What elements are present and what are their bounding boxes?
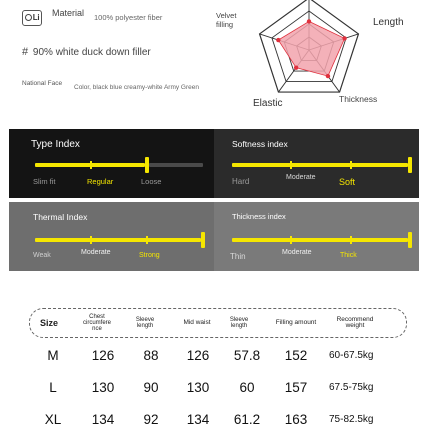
table-row <box>0 412 430 430</box>
slider-knob[interactable] <box>145 157 149 173</box>
slider-track-rest <box>149 163 203 167</box>
material-label: Material <box>52 8 85 18</box>
cell-weight: 75-82.5kg <box>329 414 374 425</box>
header-chest-circumference: Chest circumference <box>83 314 112 332</box>
cell-size: L <box>49 380 57 395</box>
radar-chart <box>212 0 430 128</box>
header-size: Size <box>39 318 58 328</box>
cell-chest: 134 <box>91 412 115 427</box>
cell-sleeve-2: 60 <box>239 380 255 395</box>
table-row <box>0 380 430 400</box>
cell-sleeve: 88 <box>143 348 159 363</box>
radar-point <box>294 65 298 69</box>
type-option-slim-fit: Slim fit <box>33 177 56 186</box>
header-recommend-weight: Recommend weight <box>336 316 374 329</box>
slider-tick <box>146 236 148 244</box>
size-table-header <box>29 308 407 338</box>
cell-mid-waist: 126 <box>186 348 210 363</box>
size-table <box>0 300 430 430</box>
slider-fill <box>232 163 408 167</box>
cell-sleeve: 90 <box>143 380 159 395</box>
cell-chest: 130 <box>91 380 115 395</box>
thermal-option-strong: Strong <box>139 252 160 259</box>
cell-sleeve-2: 57.8 <box>233 348 261 363</box>
cell-sleeve-2: 61.2 <box>233 412 261 427</box>
radar-label-thickness: Thickness <box>339 94 378 104</box>
radar-label-length: Length <box>373 17 404 28</box>
radar-label-elastic: Elastic <box>253 98 283 109</box>
cell-chest: 126 <box>91 348 115 363</box>
slider-tick <box>290 161 292 169</box>
slider-knob[interactable] <box>201 232 205 248</box>
slider-fill <box>232 238 408 242</box>
header-filling-amount: Filling amount <box>275 319 317 326</box>
product-info-section <box>0 0 430 128</box>
softness-index-slider[interactable] <box>232 157 410 173</box>
radar-label-velvet-filling: Velvet filling <box>216 11 237 29</box>
thermal-index-panel <box>9 202 214 271</box>
thickness-index-panel <box>214 202 419 271</box>
type-option-regular: Regular <box>87 177 114 186</box>
cell-filling: 152 <box>284 348 308 363</box>
filler-text: 90% white duck down filler <box>32 47 151 58</box>
thermal-index-slider[interactable] <box>35 232 203 248</box>
cell-sleeve: 92 <box>143 412 159 427</box>
softness-index-panel <box>214 129 419 198</box>
type-index-panel <box>9 129 214 198</box>
slider-tick <box>90 161 92 169</box>
slider-fill <box>35 238 201 242</box>
cell-filling: 157 <box>284 380 308 395</box>
cell-weight: 67.5-75kg <box>329 382 374 393</box>
hash-icon: # <box>22 46 29 58</box>
thermal-option-moderate: Moderate <box>81 249 111 256</box>
thickness-option-moderate: Moderate <box>282 249 312 256</box>
cell-mid-waist: 130 <box>186 380 210 395</box>
slider-tick <box>350 161 352 169</box>
header-sleeve-length-2: Sleeve length <box>229 317 249 329</box>
type-index-title: Type Index <box>31 139 80 150</box>
radar-point <box>326 74 330 78</box>
header-sleeve-length-1: Sleeve length <box>135 317 155 329</box>
type-option-loose: Loose <box>141 177 162 186</box>
softness-index-title: Softness index <box>232 139 288 149</box>
filler-row <box>22 46 151 58</box>
cell-size: XL <box>44 412 62 427</box>
cell-weight: 60-67.5kg <box>329 350 374 361</box>
material-value: 100% polyester fiber <box>94 13 163 22</box>
softness-option-soft: Soft <box>339 177 356 187</box>
thickness-option-thick: Thick <box>340 252 357 259</box>
type-index-slider[interactable] <box>35 157 203 173</box>
slider-tick <box>90 236 92 244</box>
national-face-label: National Face <box>22 80 63 87</box>
softness-option-moderate: Moderate <box>286 174 316 181</box>
slider-tick <box>290 236 292 244</box>
cell-size: M <box>47 348 59 363</box>
radar-point <box>342 36 346 40</box>
radar-point <box>307 19 311 23</box>
softness-option-hard: Hard <box>232 177 250 186</box>
slider-knob[interactable] <box>408 157 412 173</box>
national-face-value: Color, black blue creamy-white Army Green <box>74 84 199 91</box>
radar-point <box>276 38 280 42</box>
thermal-index-title: Thermal Index <box>33 212 88 222</box>
cell-mid-waist: 134 <box>186 412 210 427</box>
cell-filling: 163 <box>284 412 308 427</box>
header-mid-waist: Mid waist <box>183 319 211 326</box>
li-badge-icon: Li <box>22 10 42 26</box>
slider-tick <box>350 236 352 244</box>
slider-knob[interactable] <box>408 232 412 248</box>
thermal-option-weak: Weak <box>33 252 51 259</box>
table-row <box>0 348 430 368</box>
thickness-index-title: Thickness index <box>232 212 286 221</box>
thickness-index-slider[interactable] <box>232 232 410 248</box>
thickness-option-thin: Thin <box>230 252 246 261</box>
